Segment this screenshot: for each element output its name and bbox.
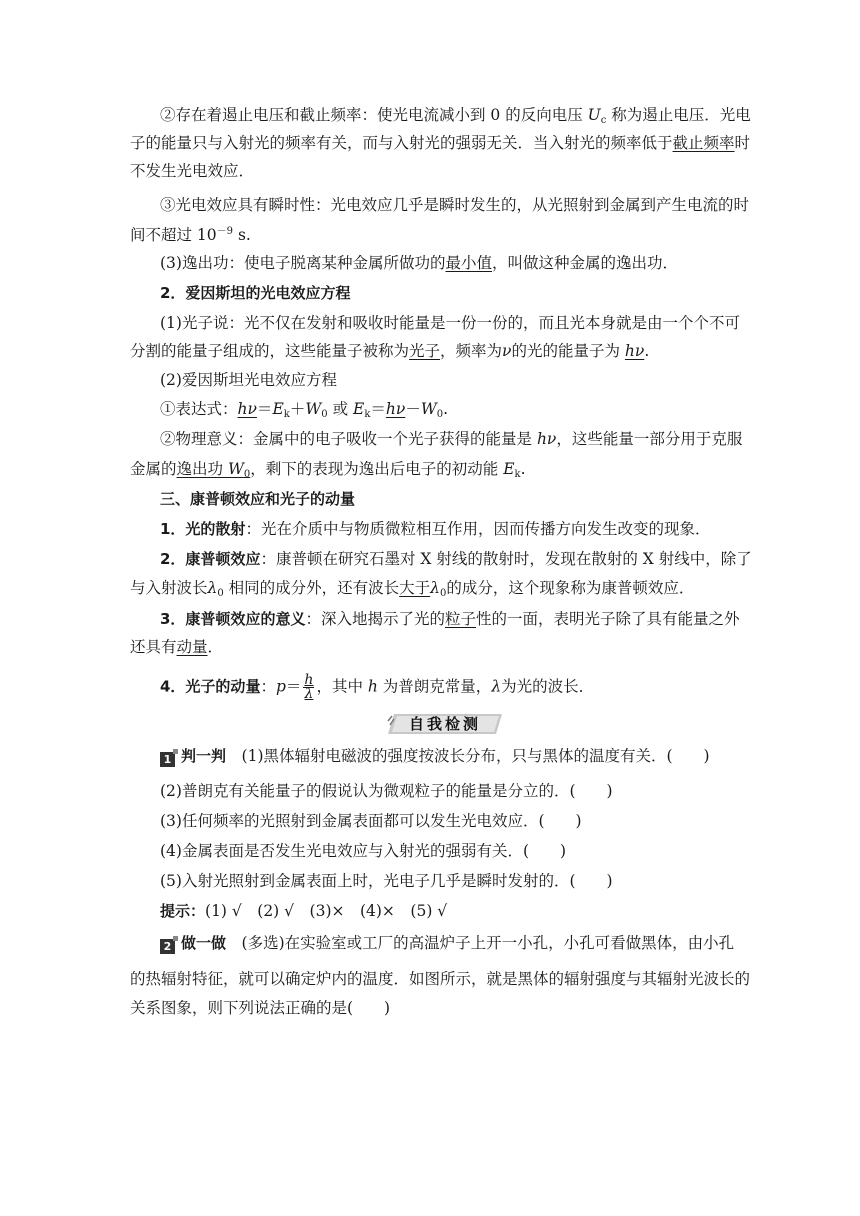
section-heading [160, 283, 350, 303]
text: 时 [734, 134, 751, 152]
text: 或 [327, 400, 354, 418]
question-text-line [130, 969, 750, 989]
text: 相同的成分外，还有波长 [223, 579, 400, 597]
question-item-text: (3)任何频率的光照射到金属表面都可以发生光电效应．( ) [160, 812, 582, 830]
text: . [443, 400, 449, 418]
question-item [160, 811, 582, 831]
text: 分割的能量子组成的，这些能量子被称为 [130, 342, 410, 360]
text: ： [260, 677, 276, 696]
question-number-badge: 1 [160, 752, 175, 767]
term-heading: 1．光的散射 [160, 520, 246, 538]
question-title: 判一判 [181, 747, 227, 765]
self-check-banner [386, 713, 504, 735]
section-heading [160, 489, 355, 509]
question-item-text: (2)普朗克有关能量子的假说认为微观粒子的能量是分立的．( ) [160, 782, 613, 800]
subscript: 0 [217, 588, 224, 599]
question-text-line [130, 998, 390, 1018]
paragraph-line [160, 609, 740, 629]
fraction-denominator: λ [304, 686, 314, 702]
text: ①表达式： [160, 400, 238, 418]
underlined-answer: 粒子 [444, 610, 476, 628]
text: ，剩下的表现为逸出后电子的初动能 [250, 460, 504, 478]
subscript: k [283, 409, 290, 420]
paragraph-line [160, 253, 678, 273]
symbol: E [272, 400, 284, 418]
paragraph-line [160, 549, 752, 569]
symbol: E [503, 460, 515, 478]
paragraph-line [130, 133, 750, 153]
underlined-answer: hν [624, 342, 645, 360]
text: ，频率为 [440, 342, 503, 360]
hint-line [160, 901, 447, 921]
text: 2．爱因斯坦的光电效应方程 [160, 284, 351, 302]
text: ． [207, 638, 224, 656]
paragraph-line [160, 519, 710, 539]
underlined-answer: 大于 [399, 579, 431, 597]
formula-line [160, 399, 448, 425]
question-text: 的热辐射特征，就可以确定炉内的温度．如图所示，就是黑体的辐射强度与其辐射光波长的 [130, 970, 751, 988]
text: (2)爱因斯坦光电效应方程 [160, 371, 337, 389]
question-number-badge: 2 [160, 939, 175, 954]
text: 还具有 [130, 638, 177, 656]
text: s. [233, 226, 251, 244]
paragraph-line [160, 195, 749, 215]
text: ＋ [289, 400, 306, 418]
hint-text: (1) √ (2) √ (3)× (4)× (5) √ [205, 902, 448, 920]
paragraph-line [160, 370, 337, 390]
formula-line [160, 674, 594, 701]
underlined-answer: 截止频率 [672, 134, 735, 152]
text: 为普朗克常量， [377, 677, 492, 696]
underlined-answer: 逸出功 [176, 460, 228, 478]
text: ＝ [256, 400, 273, 418]
text: ：康普顿在研究石墨对 X 射线的散射时，发现在散射的 X 射线中，除了 [260, 550, 752, 568]
question-text: (多选)在实验室或工厂的高温炉子上开一小孔，小孔可看做黑体，由小孔 [241, 934, 735, 952]
text: ＝ [370, 400, 386, 418]
underlined-answer: 动量 [176, 638, 208, 656]
text: . [520, 460, 526, 478]
banner-title: 自我检测 [408, 715, 481, 733]
text: ：光在介质中与物质微粒相互作用，因而传播方向发生改变的现象． [245, 520, 711, 538]
symbol: λ [430, 579, 440, 597]
paragraph-line [130, 637, 223, 657]
fraction [303, 674, 314, 701]
paragraph-line [130, 161, 254, 181]
question-item: (1)黑体辐射电磁波的强度按波长分布，只与黑体的温度有关．( ) [241, 747, 710, 765]
symbol: ν [502, 342, 512, 360]
text: 三、康普顿效应和光子的动量 [160, 490, 356, 508]
underlined-answer: hν [385, 400, 406, 418]
symbol: W [305, 400, 322, 418]
subscript: 0 [243, 469, 251, 480]
question-text: 关系图象，则下列说法正确的是( ) [130, 999, 391, 1017]
subscript: 0 [321, 409, 328, 420]
symbol: hν [536, 430, 557, 448]
underlined-answer: hν [237, 400, 257, 418]
question-item-text: (4)金属表面是否发生光电效应与入射光的强弱有关．( ) [160, 842, 567, 860]
text: 为光的波长． [501, 677, 595, 696]
text: ，这些能量一部分用于克服 [556, 430, 743, 448]
term-heading: 3．康普顿效应的意义 [160, 610, 306, 628]
superscript: －9 [216, 226, 234, 237]
question-heading [160, 746, 710, 767]
paragraph-line [130, 341, 649, 361]
question-heading [160, 933, 734, 954]
paragraph-line [130, 459, 526, 485]
symbol: h [367, 677, 378, 696]
text: 不发生光电效应． [130, 162, 255, 180]
subscript: 0 [436, 409, 444, 420]
text: 间不超过 10 [130, 226, 217, 244]
question-item [160, 841, 566, 861]
text: ，叫做这种金属的逸出功． [491, 254, 678, 272]
text: 子的能量只与入射光的频率有关，而与入射光的强弱无关．当入射光的频率低于 [130, 134, 673, 152]
text: (3)逸出功：使电子脱离某种金属所做功的 [160, 254, 446, 272]
paragraph-line [160, 313, 740, 333]
paragraph-line [130, 578, 694, 604]
paragraph-line [130, 222, 251, 245]
hint-label: 提示： [160, 902, 206, 920]
text: 性的一面，表明光子除了具有能量之外 [475, 610, 740, 628]
text: . [644, 342, 650, 360]
symbol: U [587, 106, 601, 124]
text: 的成分，这个现象称为康普顿效应． [446, 579, 695, 597]
paragraph-line [160, 105, 751, 131]
text: 金属的 [130, 460, 177, 478]
symbol: λ [207, 579, 218, 597]
symbol: p [275, 677, 286, 696]
text: ＝ [285, 677, 302, 696]
text: (1)光子说：光不仅在发射和吸收时能量是一份一份的，而且光本身就是由一个个不可 [160, 314, 740, 332]
text: － [405, 400, 421, 418]
subscript: k [514, 469, 521, 480]
text: ③光电效应具有瞬时性：光电效应几乎是瞬时发生的，从光照射到金属到产生电流的时 [160, 196, 750, 214]
underlined-answer: 光子 [409, 342, 441, 360]
text: 称为遏止电压．光电 [606, 106, 751, 124]
paragraph-line [160, 429, 742, 449]
question-title: 做一做 [181, 934, 227, 952]
question-item [160, 871, 613, 891]
text: 的光的能量子为 [511, 342, 625, 360]
text: 与入射波长 [130, 579, 208, 597]
text: ②物理意义：金属中的电子吸收一个光子获得的能量是 [160, 430, 537, 448]
question-item [160, 781, 613, 801]
symbol: E [353, 400, 365, 418]
text: ，其中 [316, 677, 368, 696]
subscript: k [364, 409, 371, 420]
subscript: c [600, 115, 607, 126]
text: ：深入地揭示了光的 [305, 610, 445, 628]
symbol: W [420, 400, 437, 418]
symbol: W [227, 460, 244, 478]
symbol: λ [491, 677, 502, 696]
question-item-text: (5)入射光照射到金属表面上时，光电子几乎是瞬时发射的．( ) [160, 872, 613, 890]
subscript: 0 [440, 588, 447, 599]
term-heading: 4．光子的动量 [160, 677, 261, 696]
underlined-answer: 最小值 [445, 254, 492, 272]
term-heading: 2．康普顿效应 [160, 550, 261, 568]
fraction-numerator: h [304, 672, 314, 688]
text: ②存在着遏止电压和截止频率：使光电流减小到 0 的反向电压 [160, 106, 588, 124]
